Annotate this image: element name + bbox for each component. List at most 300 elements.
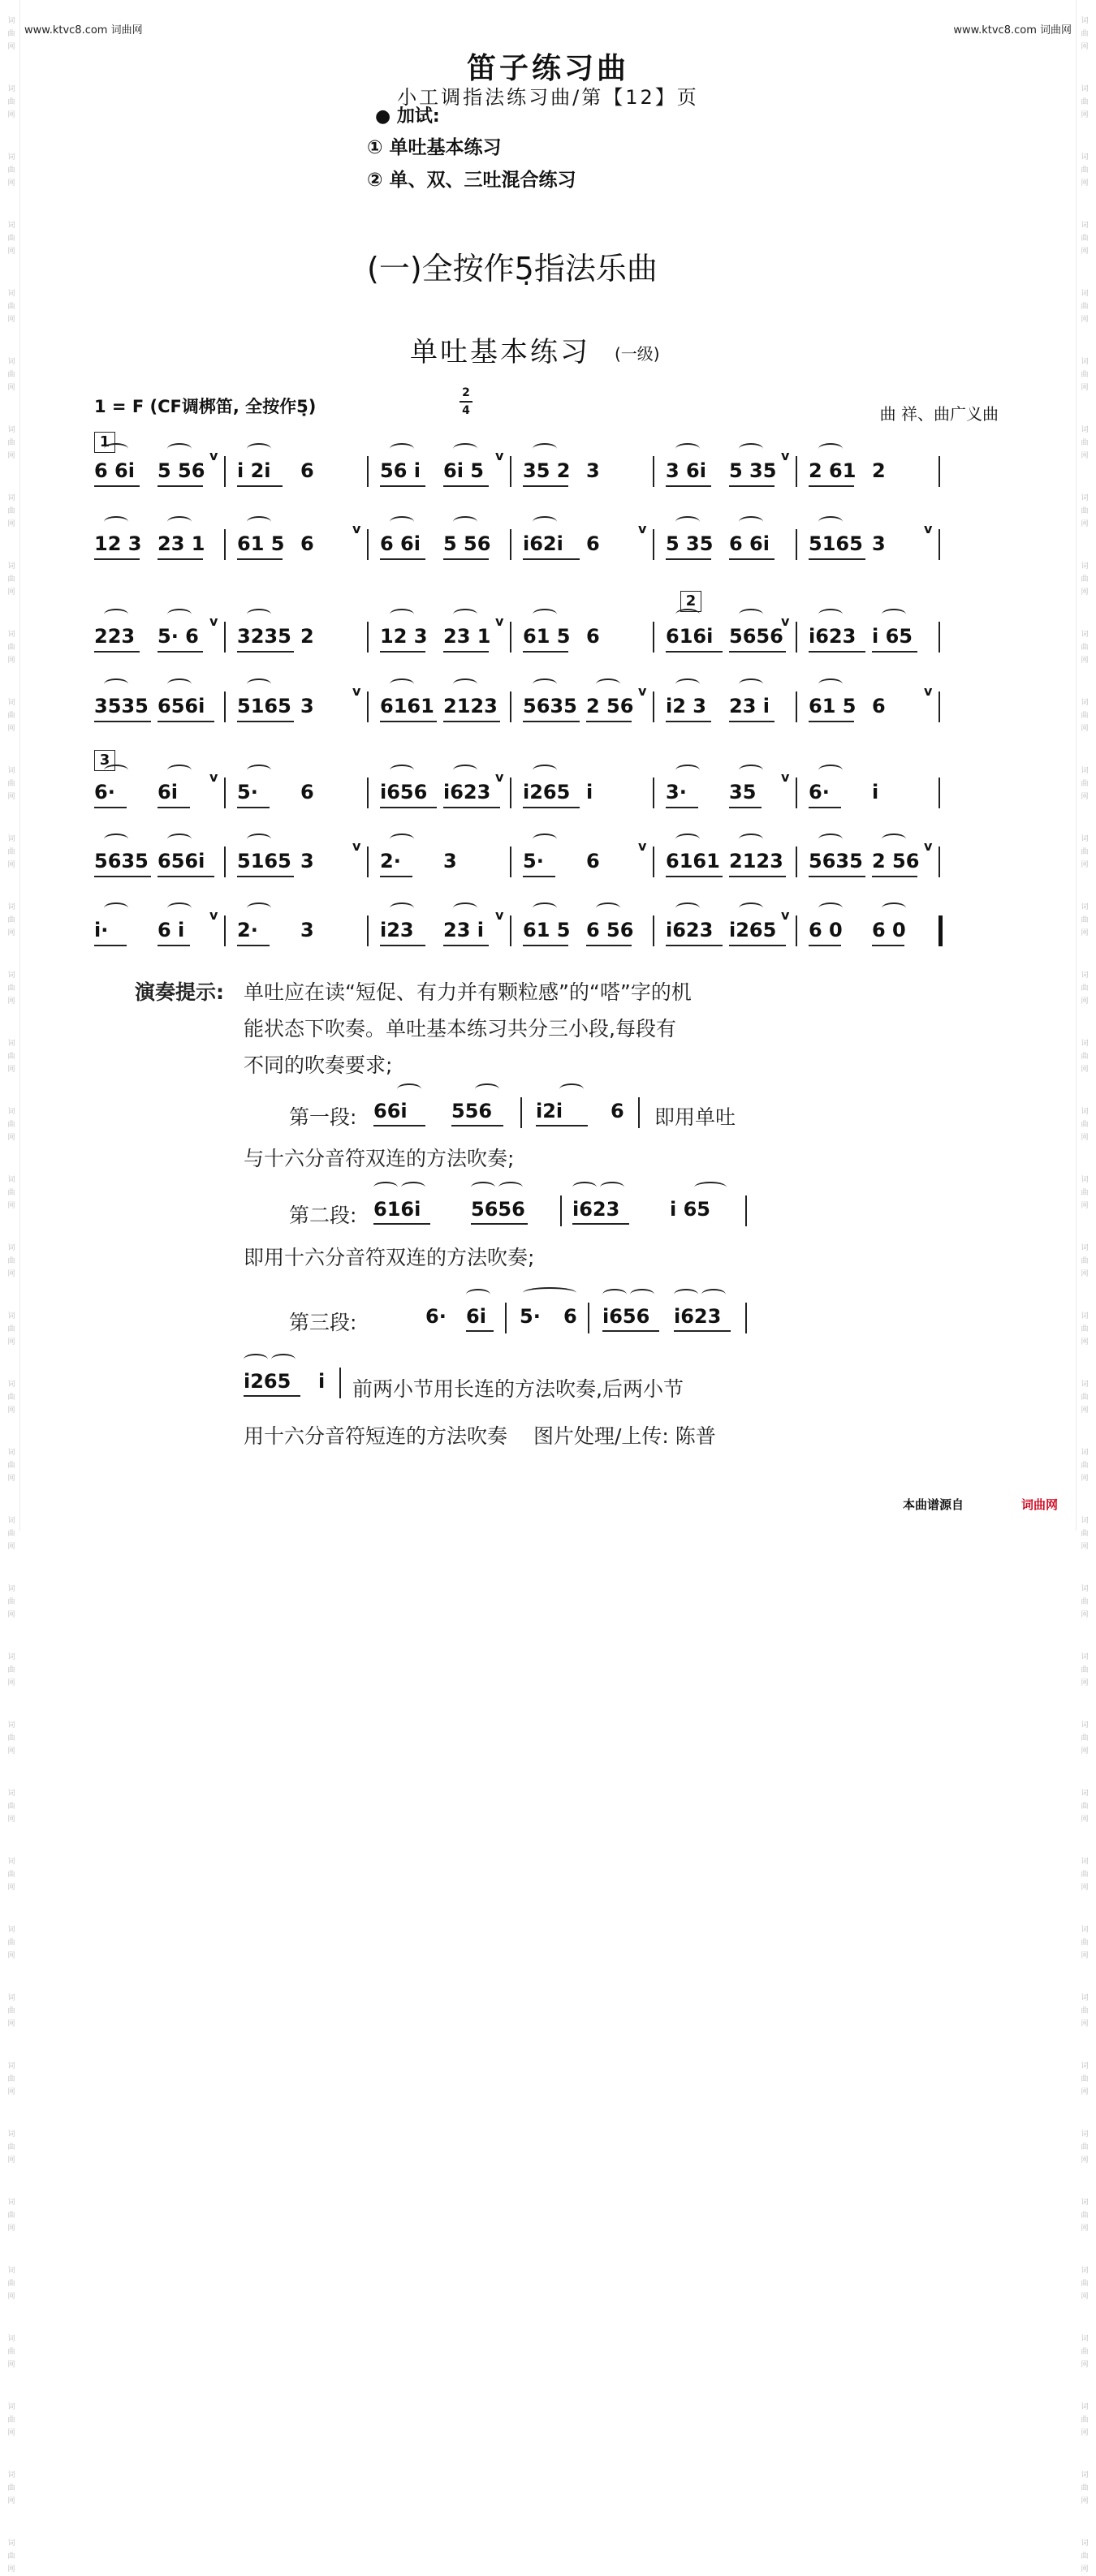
breath-mark: v [352, 521, 361, 536]
beam [729, 721, 775, 722]
barline [224, 456, 226, 487]
watermark-text: 词曲网 [1081, 562, 1089, 597]
slur [675, 516, 700, 528]
beam [237, 807, 270, 808]
watermark-text: 词曲网 [7, 1994, 15, 2028]
beam [809, 558, 865, 560]
breath-mark: v [638, 683, 647, 699]
score-row [94, 769, 987, 813]
barline [367, 778, 369, 808]
slur [818, 609, 843, 620]
slur [167, 902, 192, 914]
beam [666, 721, 711, 722]
note-group: 2 [300, 625, 314, 648]
seg2-continuation: 即用十六分音符双连的方法吹奏; [244, 1246, 535, 1269]
barline [939, 529, 940, 560]
barline [939, 778, 940, 808]
beam [244, 1395, 300, 1397]
beam [809, 485, 854, 487]
time-signature-line [460, 401, 472, 403]
barline [224, 915, 226, 946]
watermark-text: 词曲网 [1081, 1926, 1089, 1960]
slur [739, 834, 763, 845]
barline [939, 846, 940, 877]
breath-mark: v [781, 448, 790, 463]
note-group: 5· [237, 781, 258, 803]
beam [443, 721, 500, 722]
slur [498, 1182, 523, 1193]
watermark-text: 词曲网 [7, 1585, 15, 1619]
beam [443, 807, 500, 808]
breath-mark: v [924, 838, 933, 854]
watermark-text: 词曲网 [7, 699, 15, 733]
watermark-text: 词曲网 [1081, 1176, 1089, 1210]
barline [796, 456, 797, 487]
slur [533, 609, 557, 620]
site-url-left[interactable]: www.ktvc8.com 词曲网 [24, 24, 143, 37]
slur [247, 902, 271, 914]
page-title: 笛子练习曲 [466, 52, 629, 85]
beam [466, 1330, 494, 1332]
watermark-text: 词曲网 [1081, 2539, 1089, 2574]
slur [882, 834, 906, 845]
slur [572, 1182, 597, 1193]
barline [653, 622, 654, 653]
beam [373, 1223, 430, 1225]
beam [380, 485, 425, 487]
seg1-note-c: i2i [536, 1100, 563, 1122]
watermark-text: 词曲网 [1081, 85, 1089, 119]
note-group: 61 5 [523, 919, 571, 941]
watermark-text: 词曲网 [7, 2471, 15, 2505]
barline [367, 691, 369, 722]
beam [237, 558, 283, 560]
barline [653, 691, 654, 722]
barline [224, 778, 226, 808]
watermark-text: 词曲网 [7, 426, 15, 460]
beam [872, 876, 917, 877]
barline [939, 622, 940, 653]
slur [390, 516, 414, 528]
note-group: i623 [443, 781, 491, 803]
note-group: 23 i [443, 919, 484, 941]
barline [224, 622, 226, 653]
slur [453, 902, 477, 914]
barline [796, 622, 797, 653]
slur [602, 1289, 627, 1300]
note-group: 3535 [94, 695, 149, 717]
beam [94, 558, 140, 560]
watermark-text: 词曲网 [1081, 290, 1089, 324]
note-group: i623 [666, 919, 714, 941]
slur [701, 1289, 726, 1300]
slur [104, 834, 128, 845]
beam [94, 651, 140, 653]
watermark-text: 词曲网 [1081, 2471, 1089, 2505]
beam [443, 558, 489, 560]
seg3-note-d: 6 [563, 1305, 577, 1328]
beam [523, 876, 555, 877]
watermark-text: 词曲网 [1081, 699, 1089, 733]
slur [882, 902, 906, 914]
slur [739, 516, 763, 528]
watermark-text: 词曲网 [1081, 1790, 1089, 1824]
note-group: 6i 5 [443, 459, 484, 482]
beam [809, 721, 854, 722]
breath-mark: v [781, 614, 790, 629]
barline [653, 915, 654, 946]
slur [247, 609, 271, 620]
slur [453, 443, 477, 454]
slur [397, 1083, 421, 1095]
beam [666, 807, 698, 808]
note-group: 35 2 [523, 459, 571, 482]
slur [675, 834, 700, 845]
note-group: 6 [872, 695, 886, 717]
barline [745, 1303, 747, 1333]
watermark-text: 词曲网 [1081, 631, 1089, 665]
beam [586, 945, 632, 946]
beam [602, 1330, 659, 1332]
breath-mark: v [209, 907, 218, 923]
beam [157, 721, 214, 722]
watermark-text: 词曲网 [7, 1721, 15, 1755]
beam [443, 945, 489, 946]
seg1-note-d: 6 [611, 1100, 624, 1122]
seg1-note-a: 66i [373, 1100, 408, 1122]
note-group: 5 56 [157, 459, 205, 482]
beam [380, 651, 425, 653]
note-group: 3· [666, 781, 687, 803]
seg3-tail: 前两小节用长连的方法吹奏,后两小节 [352, 1377, 684, 1401]
breath-mark: v [495, 769, 504, 785]
watermark-text: 词曲网 [1081, 222, 1089, 256]
barline [560, 1195, 562, 1226]
beam [443, 651, 489, 653]
key-signature: 1 = F (CF调梆笛, 全按作5̣) [94, 397, 317, 416]
beam [237, 651, 294, 653]
slur [167, 678, 192, 690]
footer-site-link[interactable]: 词曲网 [1021, 1497, 1059, 1512]
slur [390, 443, 414, 454]
barline [510, 456, 511, 487]
watermark-text: 词曲网 [1081, 903, 1089, 937]
tips-label: 演奏提示: [135, 980, 224, 1004]
beam [94, 945, 127, 946]
breath-mark: v [495, 448, 504, 463]
slur [247, 834, 271, 845]
watermark-text: 词曲网 [7, 1176, 15, 1210]
slur [247, 765, 271, 776]
note-group: 3235 [237, 625, 291, 648]
note-group: 656i [157, 850, 205, 872]
barline [510, 915, 511, 946]
watermark-text: 词曲网 [1081, 17, 1089, 51]
slur [167, 765, 192, 776]
beam [94, 876, 151, 877]
barline [653, 846, 654, 877]
note-group: 5 56 [443, 532, 491, 555]
beam [157, 651, 203, 653]
tips-line-1: 单吐应在读“短促、有力并有颗粒感”的“嗒”字的机 [244, 980, 692, 1004]
note-group: 5165 [237, 850, 291, 872]
breath-mark: v [352, 683, 361, 699]
note-group: 5656 [729, 625, 783, 648]
barline [224, 691, 226, 722]
beam [729, 651, 786, 653]
watermark-text: 词曲网 [1081, 1312, 1089, 1346]
beam [536, 1125, 588, 1126]
beam [471, 1223, 528, 1225]
note-group: i23 [380, 919, 414, 941]
slur [247, 678, 271, 690]
breath-mark: v [781, 769, 790, 785]
watermark-text: 词曲网 [7, 562, 15, 597]
note-group: 61 5 [523, 625, 571, 648]
time-signature-bottom: 4 [462, 404, 470, 417]
slur [533, 443, 557, 454]
note-group: 3 [586, 459, 600, 482]
note-group: 3 [872, 532, 886, 555]
note-group: 6 [586, 532, 600, 555]
note-group: 6 6i [380, 532, 421, 555]
seg2-note-b: 5656 [471, 1198, 525, 1221]
piece-level: (一级) [615, 344, 660, 364]
slur [390, 902, 414, 914]
uploader-credit: 图片处理/上传: 陈普 [533, 1424, 716, 1448]
barline [796, 691, 797, 722]
watermark-text: 词曲网 [1081, 835, 1089, 869]
slur [675, 609, 700, 620]
slur [244, 1354, 268, 1365]
footer-source-label: 本曲谱源自 [903, 1497, 964, 1512]
note-group: i 2i [237, 459, 271, 482]
slur [104, 902, 128, 914]
composer: 曲 祥、曲广义曲 [879, 404, 999, 424]
breath-mark: v [495, 907, 504, 923]
beam [523, 721, 580, 722]
breath-mark: v [495, 614, 504, 629]
watermark-text: 词曲网 [7, 85, 15, 119]
watermark-text: 词曲网 [7, 2335, 15, 2369]
barline [510, 622, 511, 653]
note-group: 2 56 [872, 850, 920, 872]
breath-mark: v [209, 769, 218, 785]
seg3-note-b: 6i [466, 1305, 486, 1328]
note-group: 23 1 [443, 625, 491, 648]
watermark-text: 词曲网 [1081, 1244, 1089, 1278]
beam [237, 721, 294, 722]
beam [380, 721, 437, 722]
slur [694, 1182, 727, 1193]
slur [373, 1182, 398, 1193]
seg3-note-h: i [318, 1370, 326, 1393]
watermark-text: 词曲网 [7, 1790, 15, 1824]
slur [600, 1182, 624, 1193]
tips-line-3: 不同的吹奏要求; [244, 1053, 393, 1077]
watermark-text: 词曲网 [1081, 2199, 1089, 2233]
score-row [94, 907, 987, 951]
barline [367, 456, 369, 487]
breath-mark: v [924, 521, 933, 536]
breath-mark: v [638, 521, 647, 536]
slur [739, 678, 763, 690]
slur [104, 516, 128, 528]
beam [157, 945, 190, 946]
breath-mark: v [209, 448, 218, 463]
breath-mark: v [924, 683, 933, 699]
watermark-text: 词曲网 [7, 153, 15, 187]
slur [104, 443, 128, 454]
slur [675, 765, 700, 776]
note-group: 5· 6 [157, 625, 199, 648]
seg1-continuation: 与十六分音符双连的方法吹奏; [244, 1147, 515, 1170]
note-group: i623 [809, 625, 857, 648]
slur [390, 609, 414, 620]
note-group: 3 [300, 919, 314, 941]
note-group: 23 i [729, 695, 770, 717]
watermark-text: 词曲网 [1081, 2062, 1089, 2096]
seg1-note-b: 556 [451, 1100, 493, 1122]
site-url-right[interactable]: www.ktvc8.com 词曲网 [953, 24, 1072, 37]
watermark-text: 词曲网 [7, 2539, 15, 2574]
slur [533, 516, 557, 528]
section-marker-2: 2 [680, 591, 701, 612]
beam [94, 485, 140, 487]
watermark-text: 词曲网 [1081, 153, 1089, 187]
slur [475, 1083, 499, 1095]
beam [380, 945, 425, 946]
barline [653, 778, 654, 808]
breath-mark: v [638, 838, 647, 854]
slur [533, 765, 557, 776]
slur [453, 765, 477, 776]
note-group: 61 5 [809, 695, 857, 717]
note-group: 2 [872, 459, 886, 482]
barline [796, 778, 797, 808]
barline [796, 915, 797, 946]
note-group: 5165 [237, 695, 291, 717]
tips-line-2: 能状态下吹奏。单吐基本练习共分三小段,每段有 [244, 1017, 676, 1040]
slur [674, 1289, 698, 1300]
slur [471, 1182, 495, 1193]
barline [510, 529, 511, 560]
note-group: i [586, 781, 593, 803]
watermark-text: 词曲网 [7, 222, 15, 256]
slur [390, 678, 414, 690]
beam [380, 807, 437, 808]
slur [533, 834, 557, 845]
barline [224, 846, 226, 877]
beam [666, 651, 723, 653]
note-group: 6 [300, 781, 314, 803]
slur [739, 443, 763, 454]
watermark-text: 词曲网 [7, 1517, 15, 1551]
barline [588, 1303, 589, 1333]
note-group: 5165 [809, 532, 863, 555]
beam [523, 651, 568, 653]
slur [247, 443, 271, 454]
slur [453, 678, 477, 690]
watermark-text: 词曲网 [7, 631, 15, 665]
watermark-text: 词曲网 [7, 903, 15, 937]
watermark-text: 词曲网 [7, 494, 15, 528]
watermark-text: 词曲网 [7, 358, 15, 392]
slur [167, 609, 192, 620]
note-group: 6· [809, 781, 830, 803]
slur [167, 834, 192, 845]
seg3-note-g: i265 [244, 1370, 291, 1393]
barline [653, 456, 654, 487]
beam [157, 485, 203, 487]
note-group: 56 i [380, 459, 421, 482]
watermark-text: 词曲网 [1081, 1381, 1089, 1415]
note-group: 3 [443, 850, 457, 872]
note-group: i· [94, 919, 109, 941]
barline [367, 846, 369, 877]
watermark-text: 词曲网 [7, 1858, 15, 1892]
note-group: 2 61 [809, 459, 857, 482]
beam [237, 876, 294, 877]
watermark-text: 词曲网 [7, 1381, 15, 1415]
seg1-tail: 即用单吐 [654, 1105, 736, 1129]
slur [247, 516, 271, 528]
slur [271, 1354, 296, 1365]
slur [453, 609, 477, 620]
note-group: 2123 [729, 850, 783, 872]
beam [729, 945, 786, 946]
note-group: 6 6i [729, 532, 770, 555]
piece-title: 单吐基本练习 [410, 336, 590, 368]
watermark-text: 词曲网 [7, 290, 15, 324]
slur [559, 1083, 584, 1095]
slur [523, 1287, 576, 1299]
note-group: 6 [586, 625, 600, 648]
watermark-text: 词曲网 [7, 2403, 15, 2437]
watermark-text: 词曲网 [1081, 494, 1089, 528]
watermark-text: 词曲网 [1081, 1517, 1089, 1551]
beam [809, 876, 865, 877]
note-group: 3 [300, 695, 314, 717]
slur [167, 516, 192, 528]
watermark-text: 词曲网 [7, 767, 15, 801]
barline [510, 846, 511, 877]
watermark-text: 词曲网 [1081, 1994, 1089, 2028]
watermark-text: 词曲网 [1081, 2403, 1089, 2437]
barline [796, 846, 797, 877]
watermark-text: 词曲网 [7, 1312, 15, 1346]
barline [939, 691, 940, 722]
note-group: 5 35 [729, 459, 777, 482]
beam [674, 1330, 731, 1332]
note-group: 12 3 [94, 532, 142, 555]
score-row [94, 683, 987, 727]
note-group: i62i [523, 532, 563, 555]
watermark-text: 词曲网 [7, 2267, 15, 2301]
slur [675, 902, 700, 914]
beam [443, 485, 489, 487]
note-group: 5635 [809, 850, 863, 872]
barline [653, 529, 654, 560]
beam [872, 945, 904, 946]
watermark-text: 词曲网 [1081, 2130, 1089, 2165]
slur [390, 834, 414, 845]
watermark-text: 词曲网 [1081, 2267, 1089, 2301]
right-watermark-strip [1076, 0, 1093, 2574]
slur [466, 1289, 490, 1300]
note-group: 3 6i [666, 459, 706, 482]
slur [739, 609, 763, 620]
